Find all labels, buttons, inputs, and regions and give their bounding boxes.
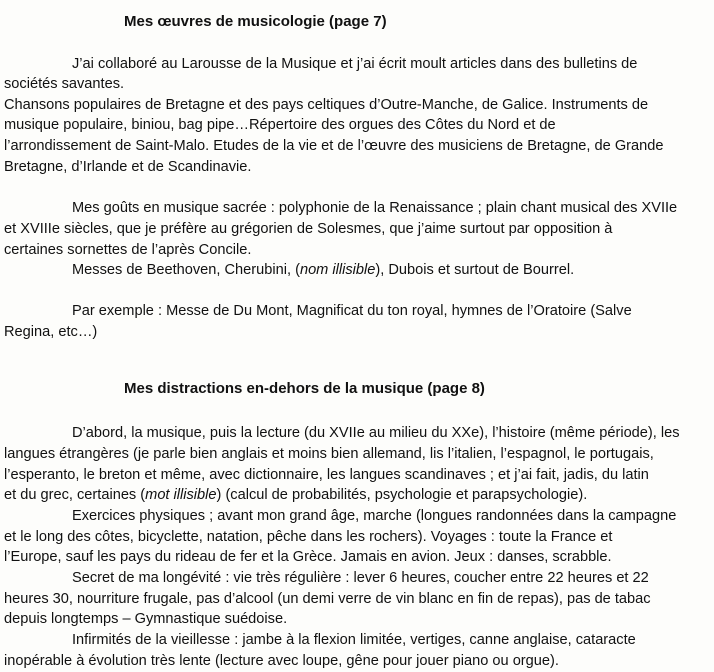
text-segment: ), Dubois et surtout de Bourrel.	[375, 262, 575, 278]
text-line: Par exemple : Messe de Du Mont, Magnificat du ton royal, hymnes de l’Oratoire (Salve	[72, 303, 632, 319]
text-line: Exercices physiques ; avant mon grand âge, marche (longues randonnées dans la campagne	[72, 508, 677, 524]
text-line: Mes goûts en musique sacrée : polyphonie de la Renaissance ; plain chant musical des XVIIe	[72, 200, 678, 216]
text-line: J’ai collaboré au Larousse de la Musique et j’ai écrit moult articles dans des bulletins de	[72, 56, 638, 72]
text-segment: ) (calcul de probabilités, psychologie et parapsychologie).	[216, 487, 588, 503]
section-heading-distractions: Mes distractions en-dehors de la musique (page 8)	[124, 380, 485, 397]
text-line: l’Europe, sauf les pays du rideau de fer et la Grèce. Jamais en avion. Jeux : danses, scrabble.	[4, 549, 612, 565]
italic-note: nom illisible	[299, 262, 376, 278]
text-line: Bretagne, d’Irlande et de Scandinavie.	[4, 159, 252, 175]
text-line: sociétés savantes.	[4, 76, 125, 92]
text-line: et XVIIIe siècles, que je préfère au grégorien de Solesmes, que j’aime surtout par opposition à	[4, 221, 613, 237]
text-line: langues étrangères (je parle bien anglais et moins bien allemand, lis l’italien, l’espagnol, le portugais,	[4, 446, 654, 462]
text-segment: et du grec, certaines (	[4, 487, 146, 503]
text-line: l’arrondissement de Saint-Malo. Etudes de la vie et de l’œuvre des musiciens de Bretagne, de Grande	[4, 138, 664, 154]
text-segment: Messes de Beethoven, Cherubini, (	[72, 262, 300, 278]
text-line: Secret de ma longévité : vie très régulière : lever 6 heures, coucher entre 22 heures et 22	[72, 570, 649, 586]
text-line: inopérable à évolution très lente (lecture avec loupe, gêne pour jouer piano ou orgue).	[4, 653, 559, 669]
text-line: D’abord, la musique, puis la lecture (du XVIIe au milieu du XXe), l’histoire (même période), les	[72, 425, 680, 441]
text-line: Chansons populaires de Bretagne et des pays celtiques d’Outre-Manche, de Galice. Instruments de	[4, 97, 649, 113]
text-line: Infirmités de la vieillesse : jambe à la flexion limitée, vertiges, canne anglaise, cataracte	[72, 632, 636, 648]
italic-note: mot illisible	[145, 487, 217, 503]
text-line	[4, 485, 587, 506]
text-line: certaines sornettes de l’après Concile.	[4, 242, 252, 258]
text-line	[72, 260, 574, 281]
text-line: musique populaire, biniou, bag pipe…Répertoire des orgues des Côtes du Nord et de	[4, 117, 556, 133]
text-line: l’esperanto, le breton et même, avec dictionnaire, les langues scandinaves ; et j’ai fait, jadis, du latin	[4, 467, 649, 483]
section-heading-musicologie: Mes œuvres de musicologie (page 7)	[124, 13, 387, 30]
text-line: et le long des côtes, bicyclette, natation, pêche dans les rochers). Voyages : toute la France et	[4, 529, 613, 545]
text-line: Regina, etc…)	[4, 324, 98, 340]
text-line: depuis longtemps – Gymnastique suédoise.	[4, 611, 288, 627]
text-line: heures 30, nourriture frugale, pas d’alcool (un demi verre de vin blanc en fin de repas), pas de tabac	[4, 591, 651, 607]
